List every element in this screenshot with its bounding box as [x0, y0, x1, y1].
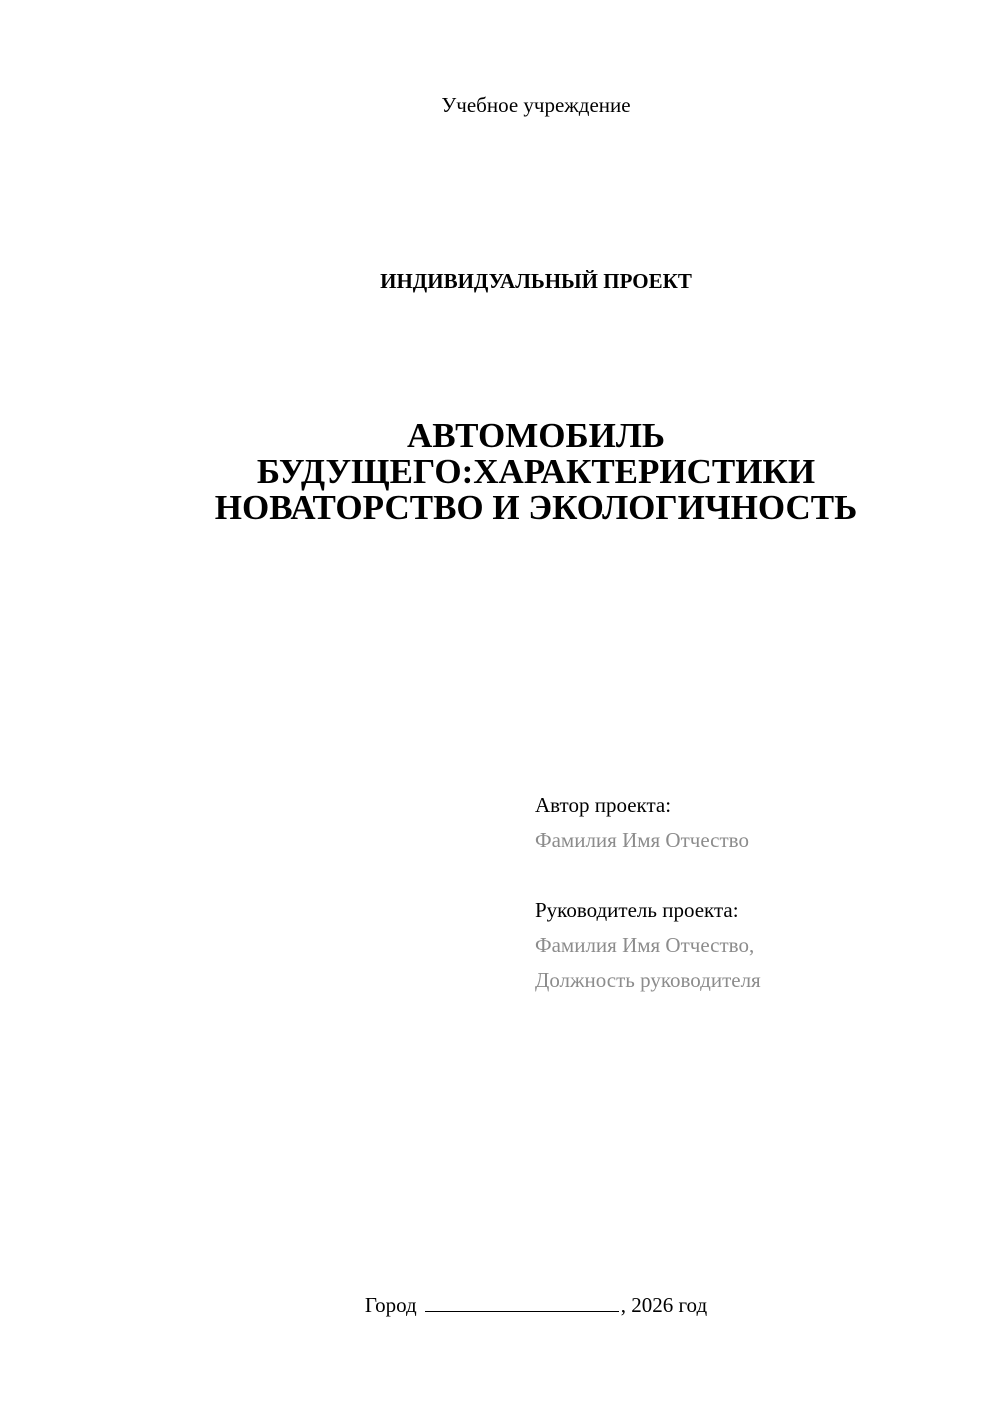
- author-name: Фамилия Имя Отчество: [535, 828, 749, 852]
- supervisor-position: Должность руководителя: [535, 968, 761, 992]
- document-type: ИНДИВИДУАЛЬНЫЙ ПРОЕКТ: [380, 269, 692, 293]
- institution-name: Учебное учреждение: [441, 93, 631, 117]
- author-label: Автор проекта:: [535, 793, 672, 817]
- project-title: [0, 418, 1000, 526]
- supervisor-name: Фамилия Имя Отчество,: [535, 933, 755, 957]
- title-line: НОВАТОРСТВО И ЭКОЛОГИЧНОСТЬ: [214, 488, 858, 527]
- author-block: [535, 788, 975, 858]
- supervisor-label: Руководитель проекта:: [535, 898, 739, 922]
- city-label: Город: [364, 1293, 417, 1317]
- title-line: БУДУЩЕГО:ХАРАКТЕРИСТИКИ: [256, 452, 816, 491]
- footer-city-year: [0, 1292, 1000, 1318]
- supervisor-block: [535, 893, 975, 998]
- year-text: , 2026 год: [620, 1293, 708, 1317]
- city-blank-line: [425, 1293, 619, 1312]
- title-line: АВТОМОБИЛЬ: [406, 416, 666, 455]
